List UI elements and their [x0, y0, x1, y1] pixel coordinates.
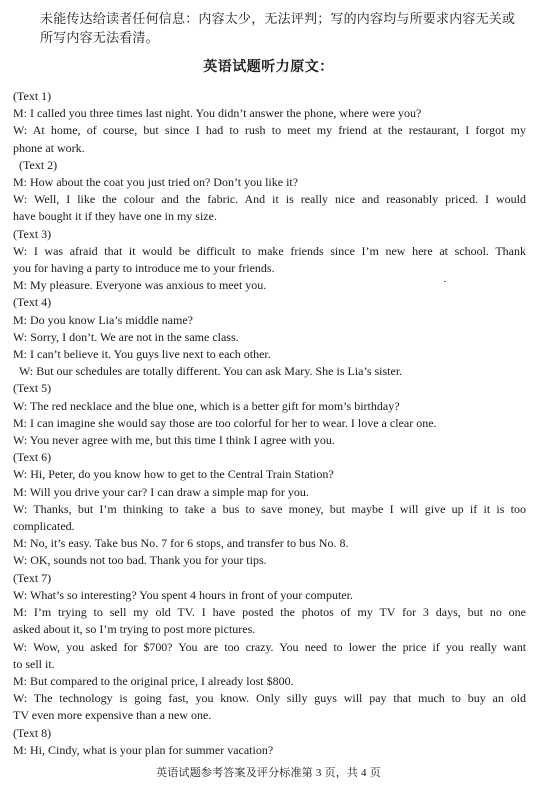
- transcript-section-label: (Text 8): [13, 725, 52, 740]
- transcript-line: W: The technology is going fast, you know. Only silly guys will pay that much to buy an old: [13, 691, 526, 706]
- transcript-line: M: Do you know Lia’s middle name?: [13, 312, 193, 327]
- transcript-section-label: (Text 5): [13, 381, 52, 396]
- transcript-line: W: OK, sounds not too bad. Thank you for your tips.: [13, 553, 267, 568]
- transcript-line: to sell it.: [13, 656, 55, 671]
- transcript-line: complicated.: [13, 519, 75, 534]
- scoring-note-line: 所写内容无法看清。: [40, 30, 159, 45]
- listening-transcript: [13, 88, 526, 759]
- transcript-section-label: (Text 3): [13, 226, 52, 241]
- transcript-line: phone at work.: [13, 140, 85, 155]
- transcript-line: W: What’s so interesting? You spent 4 hours in front of your computer.: [13, 587, 353, 602]
- transcript-line: M: How about the coat you just tried on? Don’t you like it?: [13, 175, 299, 190]
- transcript-line: W: Wow, you asked for $700? You are too crazy. You need to lower the price if you really want: [13, 639, 526, 654]
- transcript-line: W: Thanks, but I’m thinking to take a bus to save money, but maybe I will give up if it is too: [13, 501, 526, 516]
- transcript-line: M: I called you three times last night. You didn’t answer the phone, where were you?: [13, 106, 422, 121]
- transcript-line: W: You never agree with me, but this time I think I agree with you.: [13, 433, 335, 448]
- transcript-line: TV even more expensive than a new one.: [13, 708, 212, 723]
- transcript-section-label: (Text 1): [13, 89, 52, 103]
- transcript-line: M: I’m trying to sell my old TV. I have posted the photos of my TV for 3 days, but no one: [13, 605, 526, 620]
- transcript-line: asked about it, so I’m trying to post more pictures.: [13, 622, 256, 637]
- transcript-section-label: (Text 6): [13, 450, 52, 465]
- transcript-line: M: I can’t believe it. You guys live next to each other.: [13, 347, 271, 362]
- transcript-line: W: I was afraid that it would be difficult to make friends since I’m new here at school. Thank: [13, 243, 526, 258]
- page-footer: 英语试题参考答案及评分标准第 3 页，共 4 页: [156, 767, 381, 779]
- scan-speck: [444, 281, 446, 282]
- transcript-line: M: My pleasure. Everyone was anxious to meet you.: [13, 278, 267, 293]
- transcript-section-label: (Text 7): [13, 570, 52, 585]
- transcript-line: W: Hi, Peter, do you know how to get to the Central Train Station?: [13, 467, 334, 482]
- transcript-line: M: Will you drive your car? I can draw a simple map for you.: [13, 484, 309, 499]
- transcript-line: have bought it if they have one in my size.: [13, 209, 217, 224]
- scoring-note-line: 未能传达给读者任何信息：内容太少，无法评判；写的内容均与所要求内容无关或: [40, 11, 516, 26]
- transcript-line: M: I can imagine she would say those are too colorful for her to wear. I love a clear one.: [13, 415, 437, 430]
- transcript-section-label: (Text 4): [13, 295, 52, 310]
- transcript-line: W: Sorry, I don’t. We are not in the same class.: [13, 329, 239, 344]
- transcript-line: W: The red necklace and the blue one, which is a better gift for mom’s birthday?: [13, 398, 400, 413]
- listening-transcript-heading: 英语试题听力原文：: [203, 60, 334, 75]
- scoring-note: [40, 9, 525, 47]
- transcript-line: M: But compared to the original price, I already lost $800.: [13, 673, 294, 688]
- transcript-line: M: No, it’s easy. Take bus No. 7 for 6 stops, and transfer to bus No. 8.: [13, 536, 349, 551]
- transcript-line: M: Hi, Cindy, what is your plan for summer vacation?: [13, 742, 274, 757]
- transcript-line: you for having a party to introduce me to your friends.: [13, 261, 275, 276]
- transcript-line: W: But our schedules are totally different. You can ask Mary. She is Lia’s sister.: [19, 364, 403, 379]
- transcript-section-label: (Text 2): [19, 157, 58, 172]
- transcript-line: W: Well, I like the colour and the fabric. And it is really nice and reasonably priced. I would: [13, 192, 526, 207]
- transcript-line: W: At home, of course, but since I had to rush to meet my friend at the restaurant, I forgot my: [13, 123, 526, 138]
